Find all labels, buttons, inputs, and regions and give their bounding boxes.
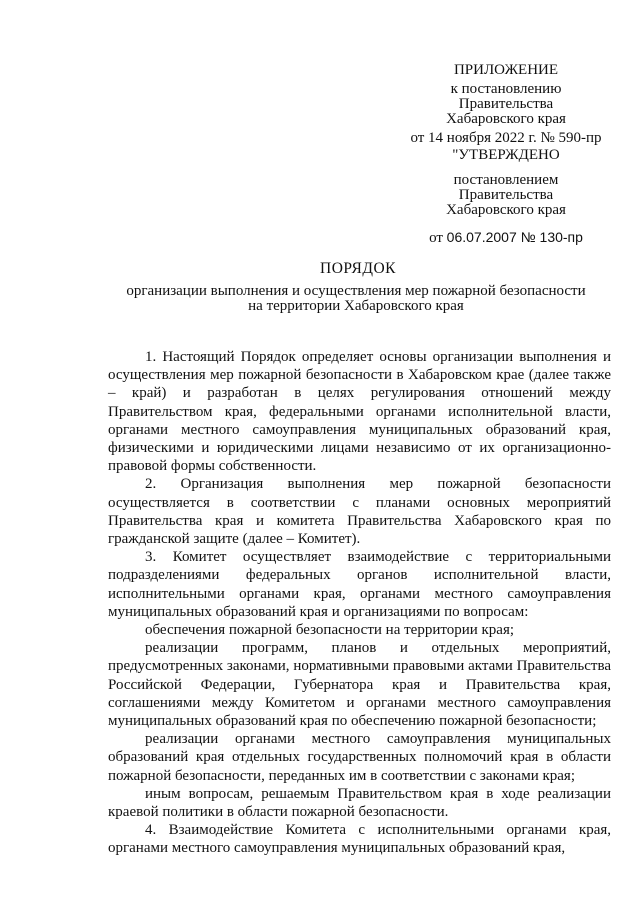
document-title: ПОРЯДОК [320,260,396,277]
paragraph-3-item-2: реализации программ, планов и отдельных мероприятий, предусмотренных законами, нормативными правовыми актами Правительства Российской Федерации, Губернатора края и Правительства края, соглашениями между Комитетом и органами местного самоуправления муниципальных образований края по обеспечению пожарной безопасности; [108,640,611,730]
paragraph-3-item-4: иным вопросам, решаемым Правительством края в ходе реализации краевой политики в области пожарной безопасности. [108,785,611,821]
approval-heading: "УТВЕРЖДЕНО [452,147,560,163]
approval-line-1: постановлением [453,172,559,188]
approval-block [396,148,616,246]
appendix-heading: ПРИЛОЖЕНИЕ [453,62,559,78]
subtitle-line-2: на территории Хабаровского края [248,298,464,314]
approval-date-prefix: от [429,230,447,246]
appendix-date-line: от 14 ноября 2022 г. № 590-пр [410,130,602,146]
approval-date-line [396,230,616,246]
approval-line-3: Хабаровского края [446,202,566,218]
document-body [108,348,611,858]
paragraph-3-item-3: реализации органами местного самоуправления муниципальных образований края отдельных государственных полномочий края в области пожарной безопасности, переданных им в соответствии с законами края; [108,731,611,784]
paragraph-1: 1. Настоящий Порядок определяет основы организации выполнения и осуществления мер пожарной безопасности в Хабаровском крае (далее также – край) и разработан в целях регулирования отношений между Правительством края, федеральными органами исполнительной власти, органами местного самоуправления муниципальных образований края, физическими и юридическими лицами независимо от их организационно-правовой формы собственности. [108,349,611,475]
paragraph-3-item-1: обеспечения пожарной безопасности на территории края; [145,622,515,639]
appendix-line-2: Правительства [458,96,554,112]
appendix-line-3: Хабаровского края [446,111,566,127]
approval-line-2: Правительства [458,187,554,203]
paragraph-2: 2. Организация выполнения мер пожарной безопасности осуществляется в соответствии с планами основных мероприятий Правительства края и комитета Правительства Хабаровского края по гражданской защите (далее – Комитет). [108,476,611,548]
document-subtitle [105,284,607,314]
paragraph-3: 3. Комитет осуществляет взаимодействие с территориальными подразделениями федеральных органов исполнительной власти, исполнительными органами края, органами местного самоуправления муниципальных образований края и организациями по вопросам: [108,549,611,620]
approval-date-value: 06.07.2007 № 130-пр [446,229,583,245]
appendix-block [396,63,616,146]
subtitle-line-1: организации выполнения и осуществления мер пожарной безопасности [126,283,586,299]
appendix-line-1: к постановлению [450,81,562,97]
paragraph-4: 4. Взаимодействие Комитета с исполнительными органами края, органами местного самоуправления муниципальных образований края, [108,822,611,857]
